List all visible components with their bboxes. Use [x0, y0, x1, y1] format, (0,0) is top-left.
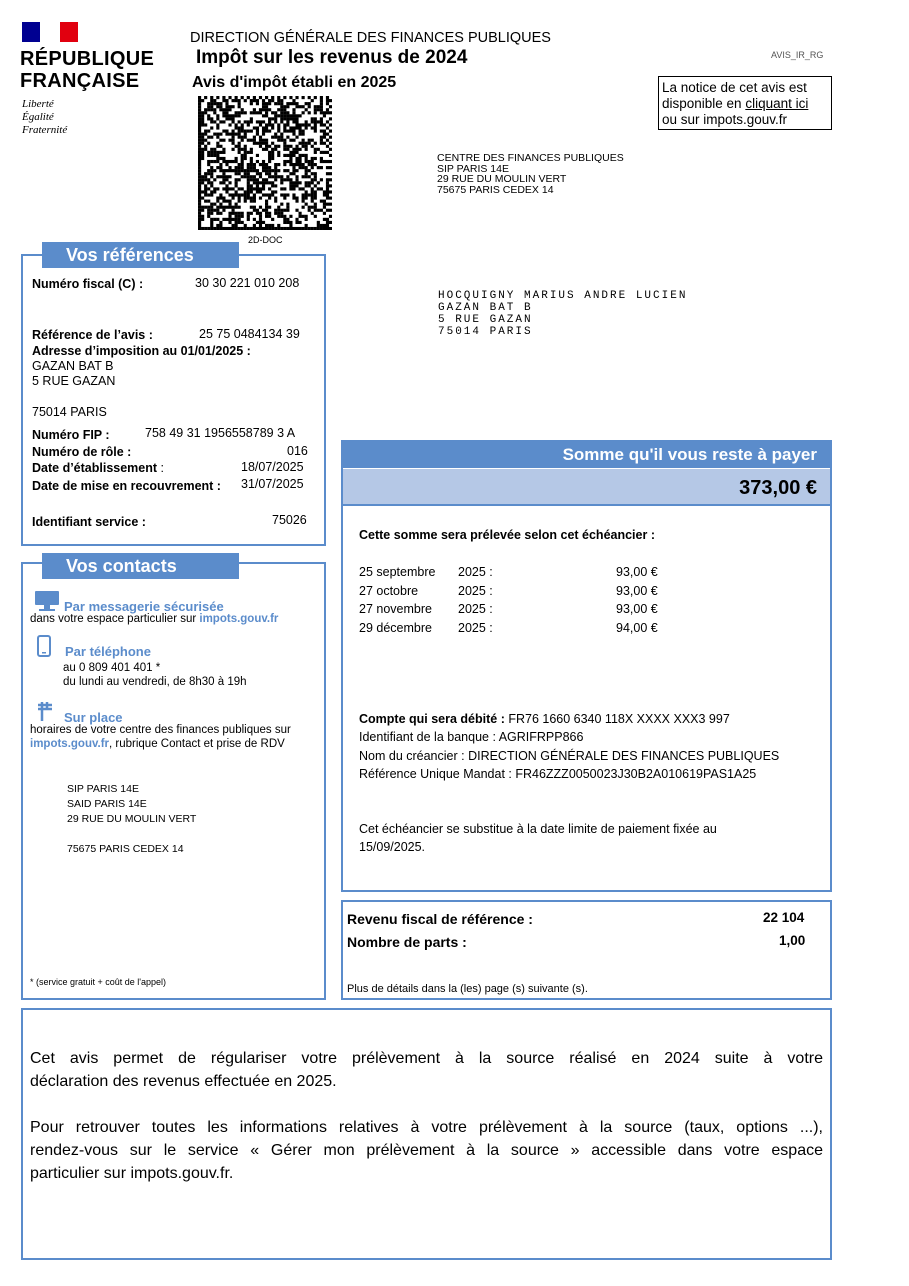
payment-amount: 373,00 € [739, 477, 817, 499]
numero-fiscal-label: Numéro fiscal (C) : [32, 277, 144, 291]
notice-line2-text: disponible en [662, 96, 746, 111]
etab-row [32, 461, 164, 475]
role-value: 016 [287, 444, 308, 458]
recipient-line: 75014 PARIS [438, 326, 533, 338]
sip-line: SIP PARIS 14E [67, 783, 139, 795]
org-name: DIRECTION GÉNÉRALE DES FINANCES PUBLIQUES [190, 30, 551, 46]
compte-value: FR76 1660 6340 118X XXXX XXX3 997 [504, 712, 730, 726]
schedule-year: 2025 : [458, 602, 493, 616]
sip-cp: 75675 PARIS CEDEX 14 [67, 843, 184, 855]
recipient-line: 5 RUE GAZAN [438, 314, 533, 326]
info-text [30, 1047, 823, 1185]
banque-row: Identifiant de la banque : AGRIFRPP866 [359, 730, 584, 744]
notice-line3: ou sur impots.gouv.fr [662, 112, 788, 127]
compte-row [359, 712, 730, 726]
contacts-footnote: * (service gratuit + coût de l'appel) [30, 977, 167, 987]
computer-icon [34, 590, 60, 612]
schedule-intro: Cette somme sera prélevée selon cet échéancier : [359, 528, 655, 542]
info-para1-line2: déclaration des revenus effectuée en 2025. [30, 1073, 337, 1090]
recouv-label: Date de mise en recouvrement : [32, 479, 221, 493]
schedule-year: 2025 : [458, 565, 493, 579]
etab-label: Date d’établissement [32, 461, 158, 475]
place-text1: horaires de votre centre des finances publiques sur [30, 724, 291, 736]
fip-label: Numéro FIP : [32, 428, 110, 442]
place-link[interactable]: impots.gouv.fr [30, 738, 110, 750]
motto-3: Fraternité [22, 124, 68, 136]
notice-box [658, 76, 832, 130]
center-address [437, 153, 624, 195]
rfr-value: 22 104 [763, 910, 805, 925]
service-value: 75026 [272, 513, 307, 527]
schedule-date: 27 octobre [359, 583, 419, 598]
note-line2: 15/09/2025. [359, 840, 426, 854]
etab-colon: : [157, 461, 164, 475]
schedule-year: 2025 : [458, 620, 493, 635]
etab-value: 18/07/2025 [241, 460, 304, 474]
tel-number: au 0 809 401 401 * [63, 662, 161, 674]
info-para2-line3: particulier sur impots.gouv.fr. [30, 1165, 234, 1182]
references-panel [21, 254, 326, 546]
datamatrix-barcode [198, 96, 332, 230]
msg-text [30, 613, 278, 625]
doc-code: AVIS_IR_RG [771, 50, 824, 60]
rfr-label: Revenu fiscal de référence : [347, 911, 533, 927]
adresse-line2: 5 RUE GAZAN [32, 374, 116, 388]
schedule-amount: 94,00 € [616, 620, 658, 635]
references-tab: Vos références [42, 242, 239, 268]
logo-line2: FRANÇAISE [20, 70, 140, 92]
marianne-flag [22, 22, 78, 42]
sip-address [67, 782, 196, 827]
recipient-line: HOCQUIGNY MARIUS ANDRE LUCIEN [438, 290, 688, 302]
recipient-address [438, 290, 687, 338]
note-line1: Cet échéancier se substitue à la date limite de paiement fixée au [359, 822, 717, 836]
notice-link[interactable]: cliquant ici [745, 96, 809, 111]
msg-text-label: dans votre espace particulier sur [30, 613, 200, 625]
payment-divider [343, 504, 830, 506]
center-address-line: CENTRE DES FINANCES PUBLIQUES [437, 152, 624, 164]
payment-header: Somme qu'il vous reste à payer [562, 445, 817, 464]
recipient-line: GAZAN BAT B [438, 302, 533, 314]
msg-link[interactable]: impots.gouv.fr [199, 613, 279, 625]
phone-icon [37, 635, 51, 657]
center-address-line: 75675 PARIS CEDEX 14 [437, 183, 554, 196]
schedule-amount: 93,00 € [616, 565, 658, 579]
center-address-line: 29 RUE DU MOULIN VERT [437, 173, 567, 185]
ref-avis-value: 25 75 0484134 39 [199, 327, 300, 341]
page-subtitle: Avis d'impôt établi en 2025 [192, 74, 397, 91]
notice-line1: La notice de cet avis est [662, 80, 807, 95]
contacts-tab: Vos contacts [42, 553, 239, 579]
tel-title: Par téléphone [65, 644, 151, 659]
fip-value: 758 49 31 1956558789 3 A [145, 426, 296, 440]
info-para1-line1: Cet avis permet de régulariser votre prélèvement à la source réalisé en 2024 suite à votre [30, 1050, 823, 1067]
notice-line2 [662, 96, 831, 112]
msg-title: Par messagerie sécurisée [64, 599, 224, 614]
schedule-date: 29 décembre [359, 620, 432, 635]
info-para2-line2: rendez-vous sur le service « Gérer mon prélèvement à la source » accessible dans votre espace [30, 1142, 823, 1159]
parts-value: 1,00 [779, 933, 806, 948]
center-address-line: SIP PARIS 14E [437, 162, 509, 175]
page-title: Impôt sur les revenus de 2024 [196, 47, 468, 68]
mandat-row: Référence Unique Mandat : FR46ZZZ0050023J30B2A010619PAS1A25 [359, 767, 757, 781]
details-note: Plus de détails dans la (les) page (s) suivante (s). [347, 983, 588, 995]
contacts-panel [21, 562, 326, 1000]
adresse-label: Adresse d’imposition au 01/01/2025 : [32, 344, 251, 358]
sip-line: 29 RUE DU MOULIN VERT [67, 813, 197, 825]
schedule-date: 27 novembre [359, 602, 432, 616]
motto-1: Liberté [22, 98, 54, 110]
schedule-amount: 93,00 € [616, 583, 658, 598]
parts-label: Nombre de parts : [347, 934, 467, 950]
place-text2-label: , rubrique Contact et prise de RDV [109, 738, 285, 750]
place-icon [34, 700, 56, 722]
info-para2-line1: Pour retrouver toutes les informations relatives à votre prélèvement à la source (taux, options ...), [30, 1119, 823, 1136]
schedule-year: 2025 : [458, 583, 493, 598]
barcode-label: 2D-DOC [248, 235, 283, 245]
sip-line: SAID PARIS 14E [67, 798, 147, 810]
schedule-amount: 93,00 € [616, 602, 658, 616]
schedule-date: 25 septembre [359, 565, 436, 579]
place-text2 [30, 738, 285, 750]
adresse-line3: 75014 PARIS [32, 405, 107, 419]
adresse-line1: GAZAN BAT B [32, 359, 114, 373]
creancier-row: Nom du créancier : DIRECTION GÉNÉRALE DES FINANCES PUBLIQUES [359, 749, 780, 763]
numero-fiscal-value: 30 30 221 010 208 [195, 276, 300, 290]
service-label: Identifiant service : [32, 515, 146, 529]
compte-label: Compte qui sera débité : [359, 712, 505, 726]
logo-line1: RÉPUBLIQUE [20, 48, 155, 70]
motto-2: Égalité [22, 111, 54, 123]
role-label: Numéro de rôle : [32, 445, 132, 459]
ref-avis-label: Référence de l’avis : [32, 328, 153, 342]
tel-hours: du lundi au vendredi, de 8h30 à 19h [63, 676, 247, 688]
recouv-value: 31/07/2025 [241, 477, 304, 491]
place-title: Sur place [64, 710, 123, 725]
republique-logo [20, 20, 155, 140]
